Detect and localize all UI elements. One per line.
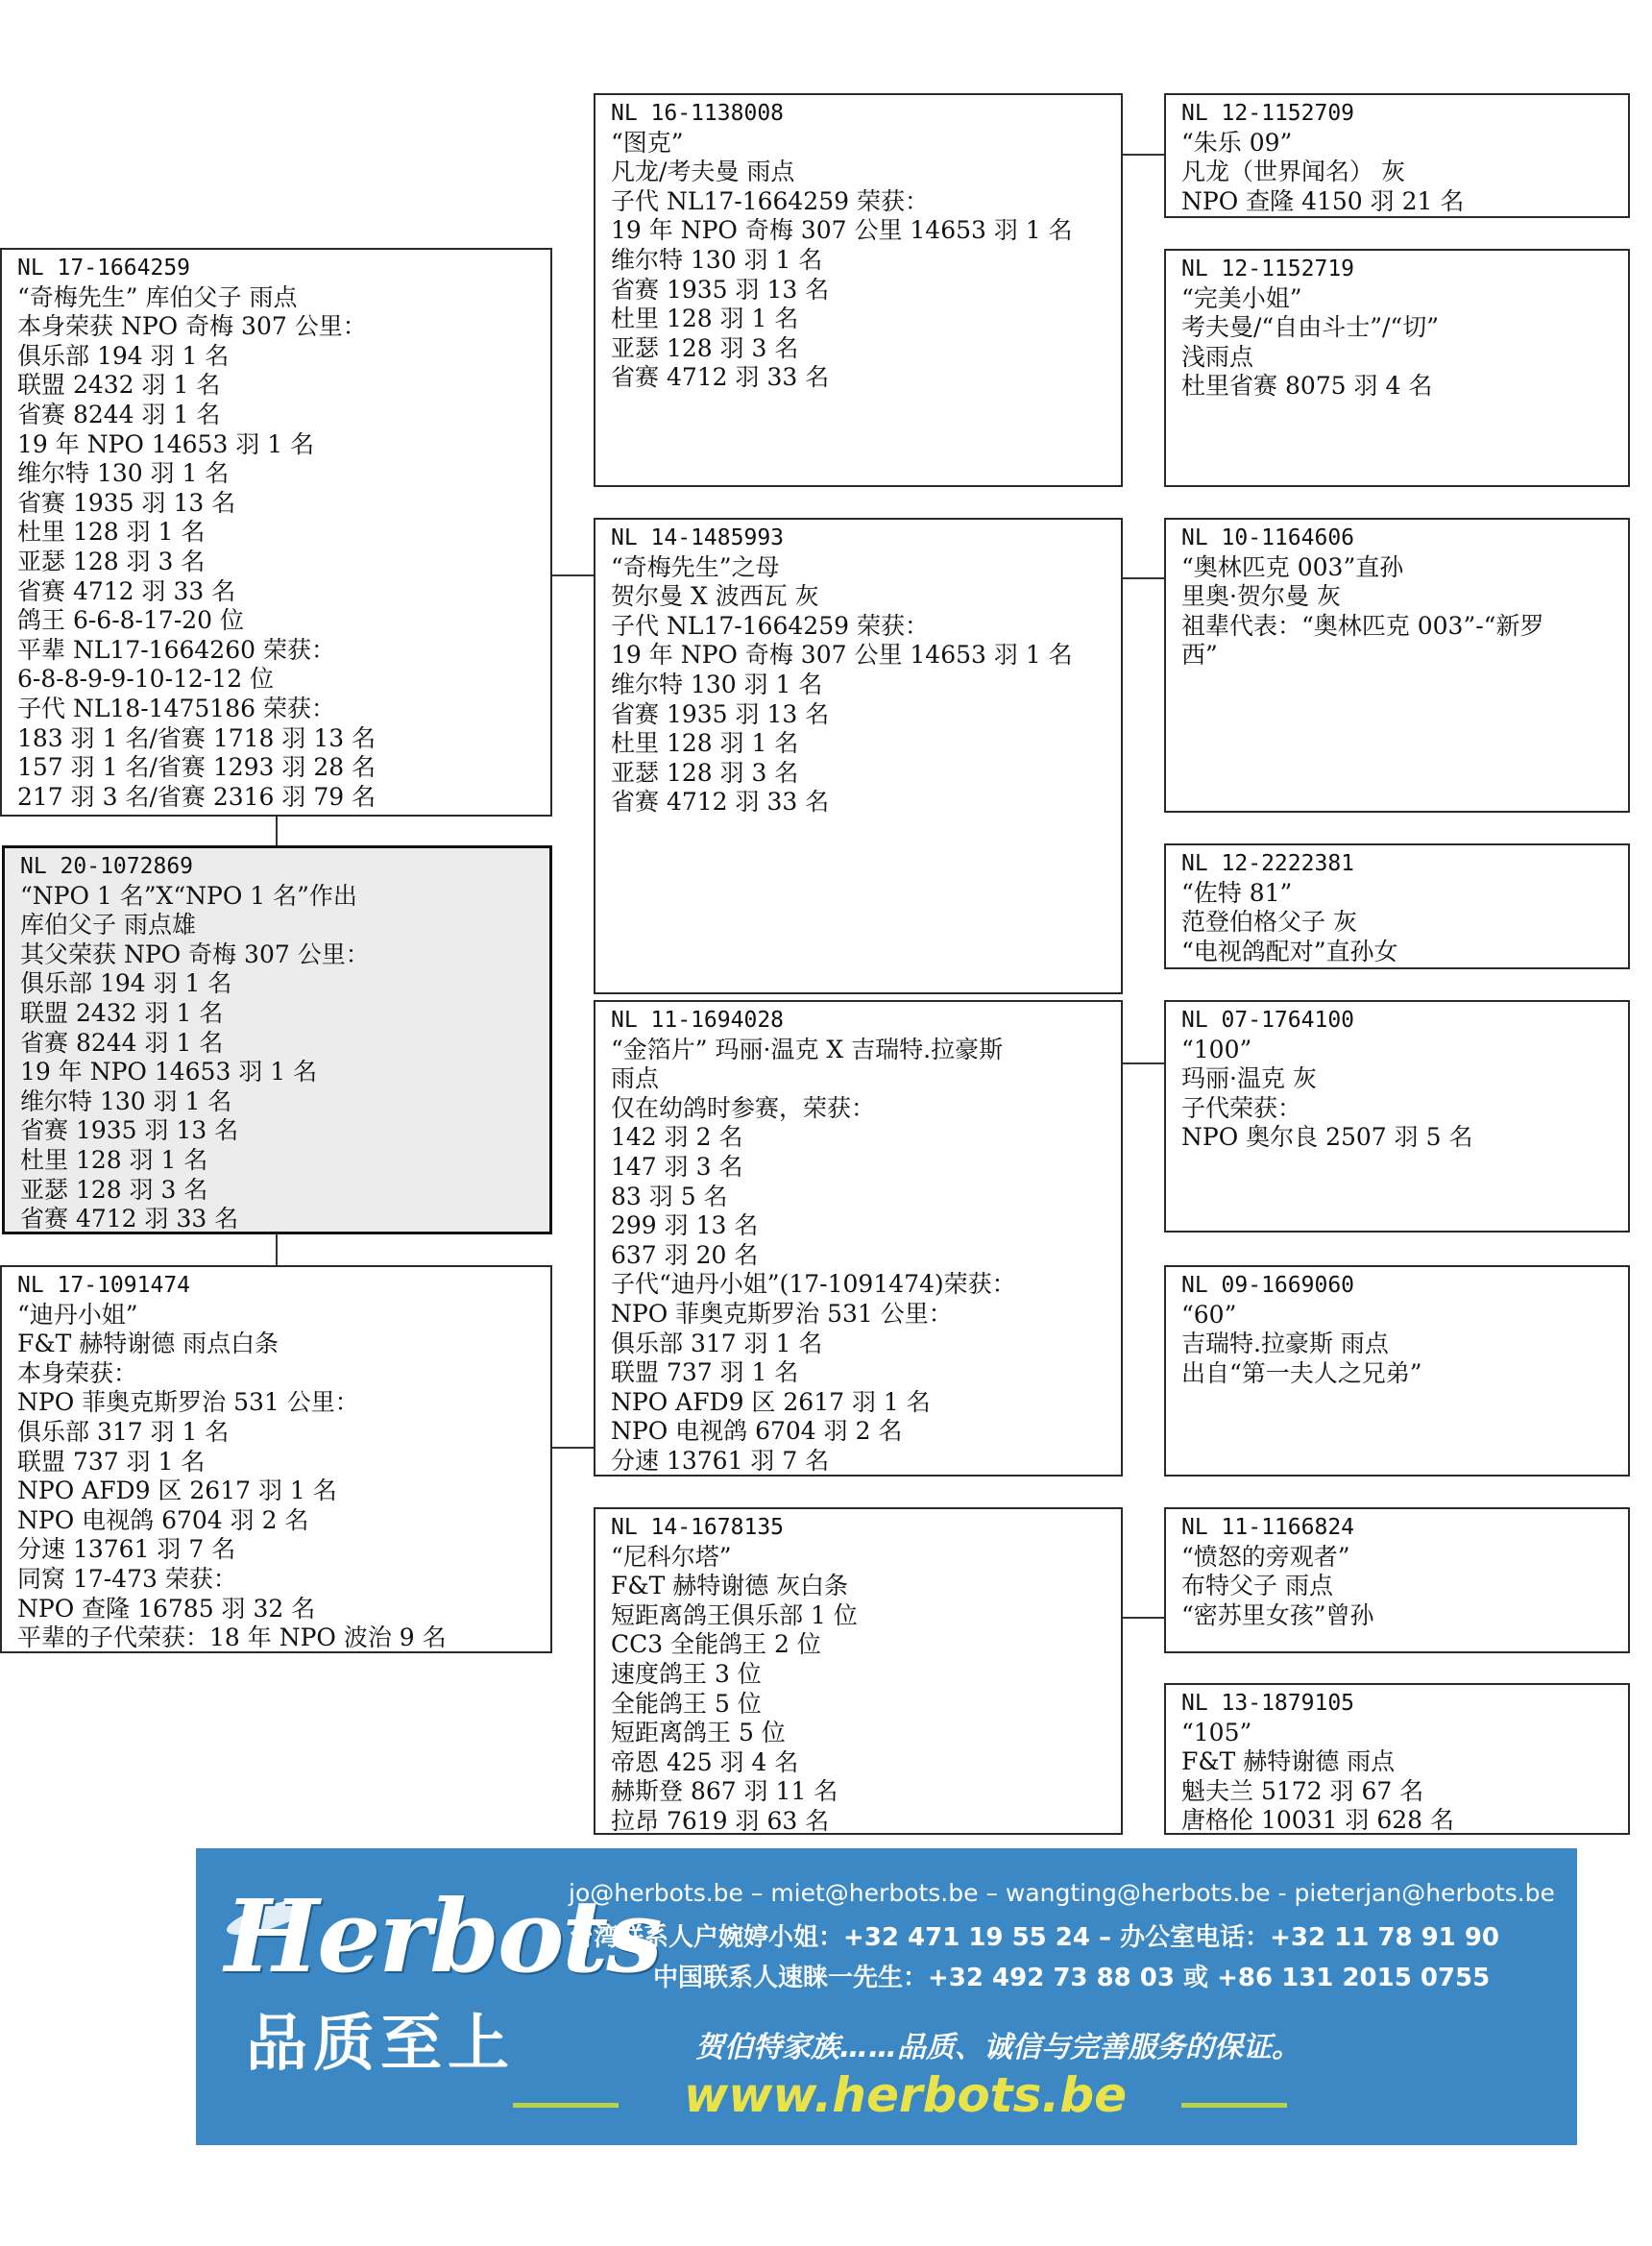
card-line: “奇梅先生” 库伯父子 雨点 xyxy=(17,282,298,311)
herbots-logo: Herbots xyxy=(225,1877,661,1995)
card-line: 子代 NL17-1664259 荣获： xyxy=(611,186,929,215)
card-line: 157 羽 1 名/省赛 1293 羽 28 名 xyxy=(17,753,377,782)
card-line: 速度鸽王 3 位 xyxy=(611,1659,762,1688)
card-line: 凡龙/考夫曼 雨点 xyxy=(611,158,795,186)
card-line: 省赛 8244 羽 1 名 xyxy=(20,1028,224,1057)
card-line: 帝恩 425 羽 4 名 xyxy=(611,1747,799,1776)
card-line: “金箔片” 玛丽·温克 X 吉瑞特.拉豪斯 xyxy=(611,1035,1004,1063)
card-line: 西” xyxy=(1181,641,1218,670)
sire-sire-card xyxy=(594,93,1123,487)
card-line: “NPO 1 名”X“NPO 1 名”作出 xyxy=(20,881,357,910)
card-line: 联盟 2432 羽 1 名 xyxy=(20,998,224,1027)
card-line: 联盟 737 羽 1 名 xyxy=(17,1447,206,1476)
card-line: 省赛 4712 羽 33 名 xyxy=(17,576,236,605)
ring-number: NL 17-1091474 xyxy=(17,1273,191,1298)
connector xyxy=(1122,577,1164,579)
card-line: 唐格伦 10031 羽 628 名 xyxy=(1181,1806,1455,1835)
card-line: 19 年 NPO 奇梅 307 公里 14653 羽 1 名 xyxy=(611,641,1073,670)
card-line: 省赛 4712 羽 33 名 xyxy=(611,363,830,392)
ring-number: NL 17-1664259 xyxy=(17,256,191,281)
card-line: 吉瑞特.拉豪斯 雨点 xyxy=(1181,1330,1389,1358)
card-line: 鸽王 6-6-8-17-20 位 xyxy=(17,606,245,635)
connector xyxy=(551,574,594,576)
dam-dam-card xyxy=(594,1507,1123,1835)
card-line: 省赛 4712 羽 33 名 xyxy=(611,788,830,817)
card-line: 217 羽 3 名/省赛 2316 羽 79 名 xyxy=(17,782,377,811)
card-line: 仅在幼鸽时参赛，荣获： xyxy=(611,1093,876,1122)
card-line: 分速 13761 羽 7 名 xyxy=(611,1446,830,1475)
card-line: 杜里省赛 8075 羽 4 名 xyxy=(1181,372,1433,401)
website-link[interactable]: www.herbots.be xyxy=(684,2067,1128,2123)
card-line: 亚瑟 128 羽 3 名 xyxy=(17,547,206,575)
card-line: 里奥·贺尔曼 灰 xyxy=(1181,582,1341,611)
card-line: 俱乐部 194 羽 1 名 xyxy=(20,969,232,998)
card-line: 全能鸽王 5 位 xyxy=(611,1689,762,1718)
card-line: 亚瑟 128 羽 3 名 xyxy=(611,333,799,362)
card-line: 19 年 NPO 14653 羽 1 名 xyxy=(17,429,315,458)
dam-dam-dam-card xyxy=(1164,1683,1630,1835)
card-line: F&T 赫特谢德 雨点 xyxy=(1181,1747,1396,1776)
card-line: 布特父子 雨点 xyxy=(1181,1572,1333,1600)
ring-number: NL 16-1138008 xyxy=(611,101,785,126)
card-line: 杜里 128 羽 1 名 xyxy=(611,305,799,333)
ring-number: NL 14-1678135 xyxy=(611,1515,785,1540)
card-line: 子代 NL18-1475186 荣获： xyxy=(17,694,335,722)
dam-dam-sire-card xyxy=(1164,1507,1630,1653)
card-line: NPO 菲奥克斯罗治 531 公里： xyxy=(17,1388,359,1417)
email-list[interactable]: jo@herbots.be – miet@herbots.be – wangting@herbots.be - pieterjan@herbots.be xyxy=(569,1879,1555,1907)
sire-card xyxy=(0,248,552,817)
card-line: 19 年 NPO 奇梅 307 公里 14653 羽 1 名 xyxy=(611,216,1073,245)
card-line: “密苏里女孩”曾孙 xyxy=(1181,1600,1374,1629)
card-line: NPO 查隆 16785 羽 32 名 xyxy=(17,1594,316,1623)
card-line: 6-8-8-9-9-10-12-12 位 xyxy=(17,665,275,694)
dam-sire-card xyxy=(594,1000,1123,1477)
card-line: 本身荣获： xyxy=(17,1358,138,1387)
sire-dam-dam-card xyxy=(1164,843,1630,969)
card-line: 299 羽 13 名 xyxy=(611,1211,759,1240)
ring-number: NL 13-1879105 xyxy=(1181,1691,1355,1716)
herbots-banner xyxy=(196,1848,1577,2145)
card-line: 考夫曼/“自由斗士”/“切” xyxy=(1181,313,1439,342)
card-line: 省赛 1935 羽 13 名 xyxy=(611,699,830,728)
card-line: “图克” xyxy=(611,128,684,157)
card-line: 其父荣获 NPO 奇梅 307 公里： xyxy=(20,940,370,968)
card-line: NPO 电视鸽 6704 羽 2 名 xyxy=(17,1505,309,1534)
card-line: “愤怒的旁观者” xyxy=(1181,1542,1350,1571)
ring-number: NL 09-1669060 xyxy=(1181,1273,1355,1298)
card-line: 范登伯格父子 灰 xyxy=(1181,908,1357,937)
card-line: “奥林匹克 003”直孙 xyxy=(1181,552,1404,581)
ring-number: NL 11-1166824 xyxy=(1181,1515,1355,1540)
card-line: 凡龙（世界闻名） 灰 xyxy=(1181,158,1405,186)
card-line: 维尔特 130 羽 1 名 xyxy=(611,670,823,698)
card-line: 省赛 8244 羽 1 名 xyxy=(17,400,221,428)
card-line: “尼科尔塔” xyxy=(611,1542,732,1571)
card-line: “完美小姐” xyxy=(1181,283,1302,312)
contact-china: 中国联系人速睐一先生：+32 492 73 88 03 或 +86 131 2015 0755 xyxy=(653,1964,1491,1992)
card-line: 142 羽 2 名 xyxy=(611,1123,743,1152)
card-line: 维尔特 130 羽 1 名 xyxy=(17,459,230,488)
card-line: “105” xyxy=(1181,1718,1252,1746)
card-line: 雨点 xyxy=(611,1064,660,1093)
card-line: 杜里 128 羽 1 名 xyxy=(611,729,799,758)
card-line: 库伯父子 雨点雄 xyxy=(20,911,196,940)
divider xyxy=(1181,2103,1287,2108)
card-line: 短距离鸽王俱乐部 1 位 xyxy=(611,1600,858,1629)
ring-number: NL 12-2222381 xyxy=(1181,851,1355,876)
card-line: 平辈 NL17-1664260 荣获： xyxy=(17,635,335,664)
card-line: 维尔特 130 羽 1 名 xyxy=(611,245,823,274)
card-line: 子代荣获： xyxy=(1181,1093,1302,1122)
card-line: NPO AFD9 区 2617 羽 1 名 xyxy=(17,1477,337,1505)
card-line: 同窝 17-473 荣获： xyxy=(17,1564,237,1593)
card-line: 亚瑟 128 羽 3 名 xyxy=(611,758,799,787)
card-line: 俱乐部 317 羽 1 名 xyxy=(17,1417,230,1446)
card-line: NPO 电视鸽 6704 羽 2 名 xyxy=(611,1417,903,1446)
sire-dam-card xyxy=(594,518,1123,994)
card-line: 杜里 128 羽 1 名 xyxy=(20,1145,208,1174)
card-line: 拉昂 7619 羽 63 名 xyxy=(611,1806,830,1835)
card-line: 杜里 128 羽 1 名 xyxy=(17,518,206,547)
ring-number: NL 12-1152719 xyxy=(1181,256,1355,281)
card-line: NPO AFD9 区 2617 羽 1 名 xyxy=(611,1387,931,1416)
contact-taiwan: 台湾联系人户婉婷小姐：+32 471 19 55 24 – 办公室电话：+32 11 78 91 90 xyxy=(569,1923,1499,1952)
card-line: 省赛 4712 羽 33 名 xyxy=(20,1205,239,1233)
ring-number: NL 14-1485993 xyxy=(611,525,785,550)
card-line: “电视鸽配对”直孙女 xyxy=(1181,937,1398,965)
card-line: 147 羽 3 名 xyxy=(611,1152,743,1181)
card-line: 赫斯登 867 羽 11 名 xyxy=(611,1777,838,1806)
ring-number: NL 12-1152709 xyxy=(1181,101,1355,126)
card-line: 83 羽 5 名 xyxy=(611,1182,728,1210)
card-line: 637 羽 20 名 xyxy=(611,1240,759,1269)
card-line: 183 羽 1 名/省赛 1718 羽 13 名 xyxy=(17,723,377,752)
card-line: 省赛 1935 羽 13 名 xyxy=(20,1116,239,1145)
card-line: 维尔特 130 羽 1 名 xyxy=(20,1086,232,1115)
ring-number: NL 11-1694028 xyxy=(611,1008,785,1033)
card-line: 平辈的子代荣获：18 年 NPO 波治 9 名 xyxy=(17,1623,447,1652)
connector xyxy=(1122,1062,1164,1064)
card-line: 短距离鸽王 5 位 xyxy=(611,1719,786,1747)
connector xyxy=(276,1234,278,1265)
sire-sire-sire-card xyxy=(1164,93,1630,218)
card-line: “100” xyxy=(1181,1035,1252,1063)
card-line: 联盟 2432 羽 1 名 xyxy=(17,371,221,400)
sire-sire-dam-card xyxy=(1164,249,1630,487)
dam-card xyxy=(0,1265,552,1653)
card-line: 19 年 NPO 14653 羽 1 名 xyxy=(20,1058,318,1086)
card-line: 子代“迪丹小姐”(17-1091474)荣获： xyxy=(611,1270,1016,1299)
subject-card xyxy=(2,845,552,1234)
divider xyxy=(513,2103,619,2108)
connector xyxy=(276,817,278,845)
card-line: 亚瑟 128 羽 3 名 xyxy=(20,1175,208,1204)
card-line: “奇梅先生”之母 xyxy=(611,552,780,581)
card-line: 浅雨点 xyxy=(1181,342,1254,371)
ring-number: NL 10-1164606 xyxy=(1181,525,1355,550)
card-line: 玛丽·温克 灰 xyxy=(1181,1064,1317,1093)
card-line: 出自“第一夫人之兄弟” xyxy=(1181,1358,1422,1387)
dam-sire-sire-card xyxy=(1164,1000,1630,1233)
ring-number: NL 20-1072869 xyxy=(20,854,194,879)
slogan: 品质至上 xyxy=(246,2009,515,2080)
card-line: F&T 赫特谢德 雨点白条 xyxy=(17,1330,279,1358)
sire-dam-sire-card xyxy=(1164,518,1630,813)
connector xyxy=(551,1447,594,1449)
connector xyxy=(1122,154,1164,156)
card-line: F&T 赫特谢德 灰白条 xyxy=(611,1572,849,1600)
card-line: 本身荣获 NPO 奇梅 307 公里： xyxy=(17,312,367,341)
motto: 贺伯特家族……品质、诚信与完善服务的保证。 xyxy=(695,2031,1300,2064)
card-line: 分速 13761 羽 7 名 xyxy=(17,1535,236,1564)
card-line: NPO 查隆 4150 羽 21 名 xyxy=(1181,186,1465,215)
card-line: 子代 NL17-1664259 荣获： xyxy=(611,611,929,640)
card-line: 俱乐部 317 羽 1 名 xyxy=(611,1329,823,1357)
card-line: NPO 奥尔良 2507 羽 5 名 xyxy=(1181,1123,1473,1152)
card-line: CC3 全能鸽王 2 位 xyxy=(611,1630,821,1659)
card-line: 省赛 1935 羽 13 名 xyxy=(611,275,830,304)
card-line: 省赛 1935 羽 13 名 xyxy=(17,488,236,517)
connector xyxy=(1122,1617,1164,1619)
card-line: 俱乐部 194 羽 1 名 xyxy=(17,341,230,370)
card-line: “朱乐 09” xyxy=(1181,128,1293,157)
ring-number: NL 07-1764100 xyxy=(1181,1008,1355,1033)
card-line: 贺尔曼 X 波西瓦 灰 xyxy=(611,582,819,611)
card-line: 祖辈代表：“奥林匹克 003”-“新罗 xyxy=(1181,611,1544,640)
card-line: “佐特 81” xyxy=(1181,878,1293,907)
card-line: “60” xyxy=(1181,1300,1237,1329)
card-line: NPO 菲奥克斯罗治 531 公里： xyxy=(611,1299,953,1328)
card-line: 魁夫兰 5172 羽 67 名 xyxy=(1181,1776,1424,1805)
card-line: “迪丹小姐” xyxy=(17,1300,138,1329)
card-line: 联盟 737 羽 1 名 xyxy=(611,1358,799,1387)
dam-sire-dam-card xyxy=(1164,1265,1630,1477)
